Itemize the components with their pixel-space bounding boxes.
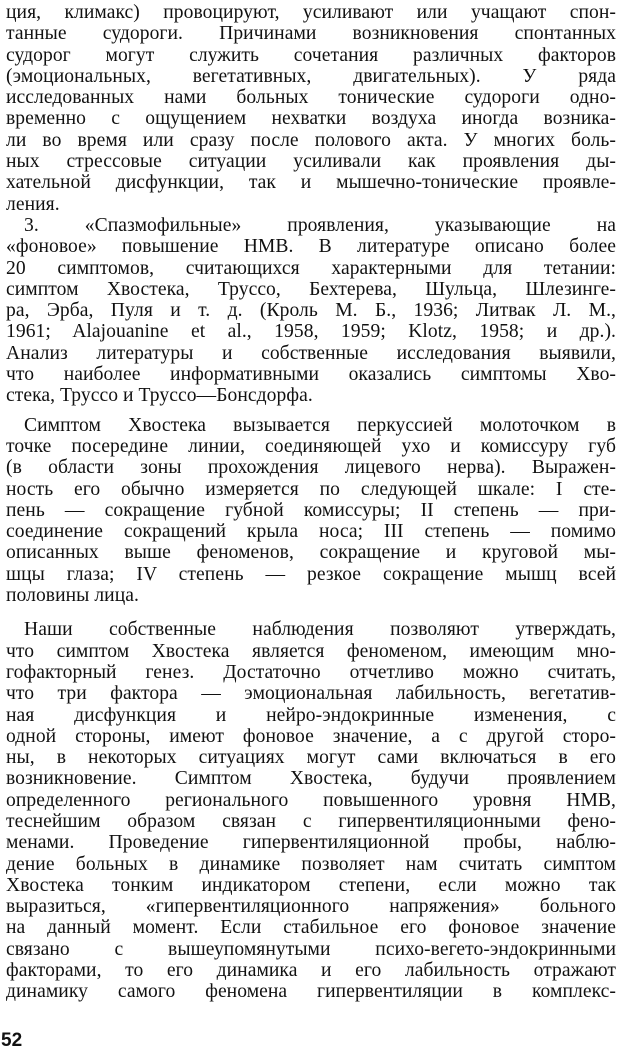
text-line: «фоновое» повышение НМВ. В литературе описано более (6, 236, 616, 258)
text-line: соединение сокращений крыла носа; III степень — помимо (6, 521, 616, 543)
text-line: 1961; Alajouanine et al., 1958, 1959; Klotz, 1958; и др.). (6, 321, 616, 343)
text-line: факторами, то его динамика и его лабильность отражают (6, 960, 616, 982)
text-line: описанных выше феноменов, сокращение и круговой мы- (6, 542, 616, 564)
text-line: 20 симптомов, считающихся характерными для тетании: (6, 257, 616, 279)
text-line: выразиться, «гипервентиляционного напряжения» больного (6, 896, 616, 918)
text-line: Хвостека тонким индикатором степени, если можно так (6, 874, 616, 896)
text-line: (в области зоны прохождения лицевого нерва). Выражен- (6, 457, 616, 479)
text-line: дение больных в динамике позволяет нам считать симптом (6, 853, 616, 875)
paragraph-1 (6, 2, 616, 215)
text-line: что наиболее информативными оказались симптомы Хво- (6, 364, 616, 386)
text-line: что три фактора — эмоциональная лабильность, вегетатив- (6, 683, 616, 705)
text-line: связано с вышеупомянутыми психо-вегето-эндокринными (6, 938, 616, 960)
paragraph-gap (6, 407, 616, 415)
text-line: динамику самого феномена гипервентиляции в комплекс- (6, 981, 616, 1003)
text-line: точке посередине линии, соединяющей ухо и комиссуру губ (6, 435, 616, 457)
text-line: ли во время или сразу после полового акта. У многих боль- (6, 129, 616, 151)
text-line: пень — сокращение губной комиссуры; II степень — при- (6, 499, 616, 521)
paragraph-gap (6, 606, 616, 619)
text-line: ны, в некоторых ситуациях могут сами включаться в его (6, 747, 616, 769)
text-line: ления. (6, 193, 60, 215)
page-number: 52 (1, 1030, 23, 1051)
text-line: что симптом Хвостека является феноменом, имеющим мно- (6, 640, 616, 662)
text-line: половины лица. (6, 585, 139, 607)
text-line: Симптом Хвостека вызывается перкуссией молоточком в (24, 414, 616, 436)
text-line: ных стрессовые ситуации усиливали как проявления ды- (6, 151, 616, 173)
paragraph-3 (6, 415, 616, 607)
text-line: временно с ощущением нехватки воздуха иногда возника- (6, 108, 616, 130)
text-line: 3. «Спазмофильные» проявления, указывающие на (24, 214, 616, 236)
text-line: ра, Эрба, Пуля и т. д. (Кроль М. Б., 1936; Литвак Л. М., (6, 300, 616, 322)
paragraph-4 (6, 619, 616, 1002)
text-line: симптом Хвостека, Труссо, Бехтерева, Шульца, Шлезинге- (6, 278, 616, 300)
text-line: Анализ литературы и собственные исследования выявили, (6, 342, 616, 364)
text-line: теснейшим образом связан с гипервентиляционными фено- (6, 810, 616, 832)
text-line: стека, Труссо и Труссо—Бонсдорфа. (6, 385, 313, 407)
text-line: на данный момент. Если стабильное его фоновое значение (6, 917, 616, 939)
paragraph-2 (6, 215, 616, 407)
text-line: одной стороны, имеют фоновое значение, а с другой сторо- (6, 725, 616, 747)
text-line: ность его обычно измеряется по следующей шкале: I сте- (6, 478, 616, 500)
text-line: шцы глаза; IV степень — резкое сокращение мышц всей (6, 563, 616, 585)
text-line: (эмоциональных, вегетативных, двигательных). У ряда (6, 65, 616, 87)
text-line: ция, климакс) провоцируют, усиливают или учащают спон- (6, 2, 616, 23)
text-line: исследованных нами больных тонические судороги одно- (6, 87, 616, 109)
text-line: возникновение. Симптом Хвостека, будучи проявлением (6, 768, 616, 790)
text-line: менами. Проведение гипервентиляционной пробы, наблю- (6, 832, 616, 854)
text-line: хательной дисфункции, так и мышечно-тонические проявле- (6, 172, 616, 194)
text-line: судорог могут служить сочетания различных факторов (6, 44, 616, 66)
text-line: Наши собственные наблюдения позволяют утверждать, (24, 619, 616, 641)
text-line: танные судороги. Причинами возникновения спонтанных (6, 23, 616, 45)
text-line: ная дисфункция и нейро-эндокринные изменения, с (6, 704, 616, 726)
text-line: гофакторный генез. Достаточно отчетливо можно считать, (6, 661, 616, 683)
text-line: определенного регионального повышенного уровня НМВ, (6, 789, 616, 811)
book-page (6, 2, 616, 1058)
